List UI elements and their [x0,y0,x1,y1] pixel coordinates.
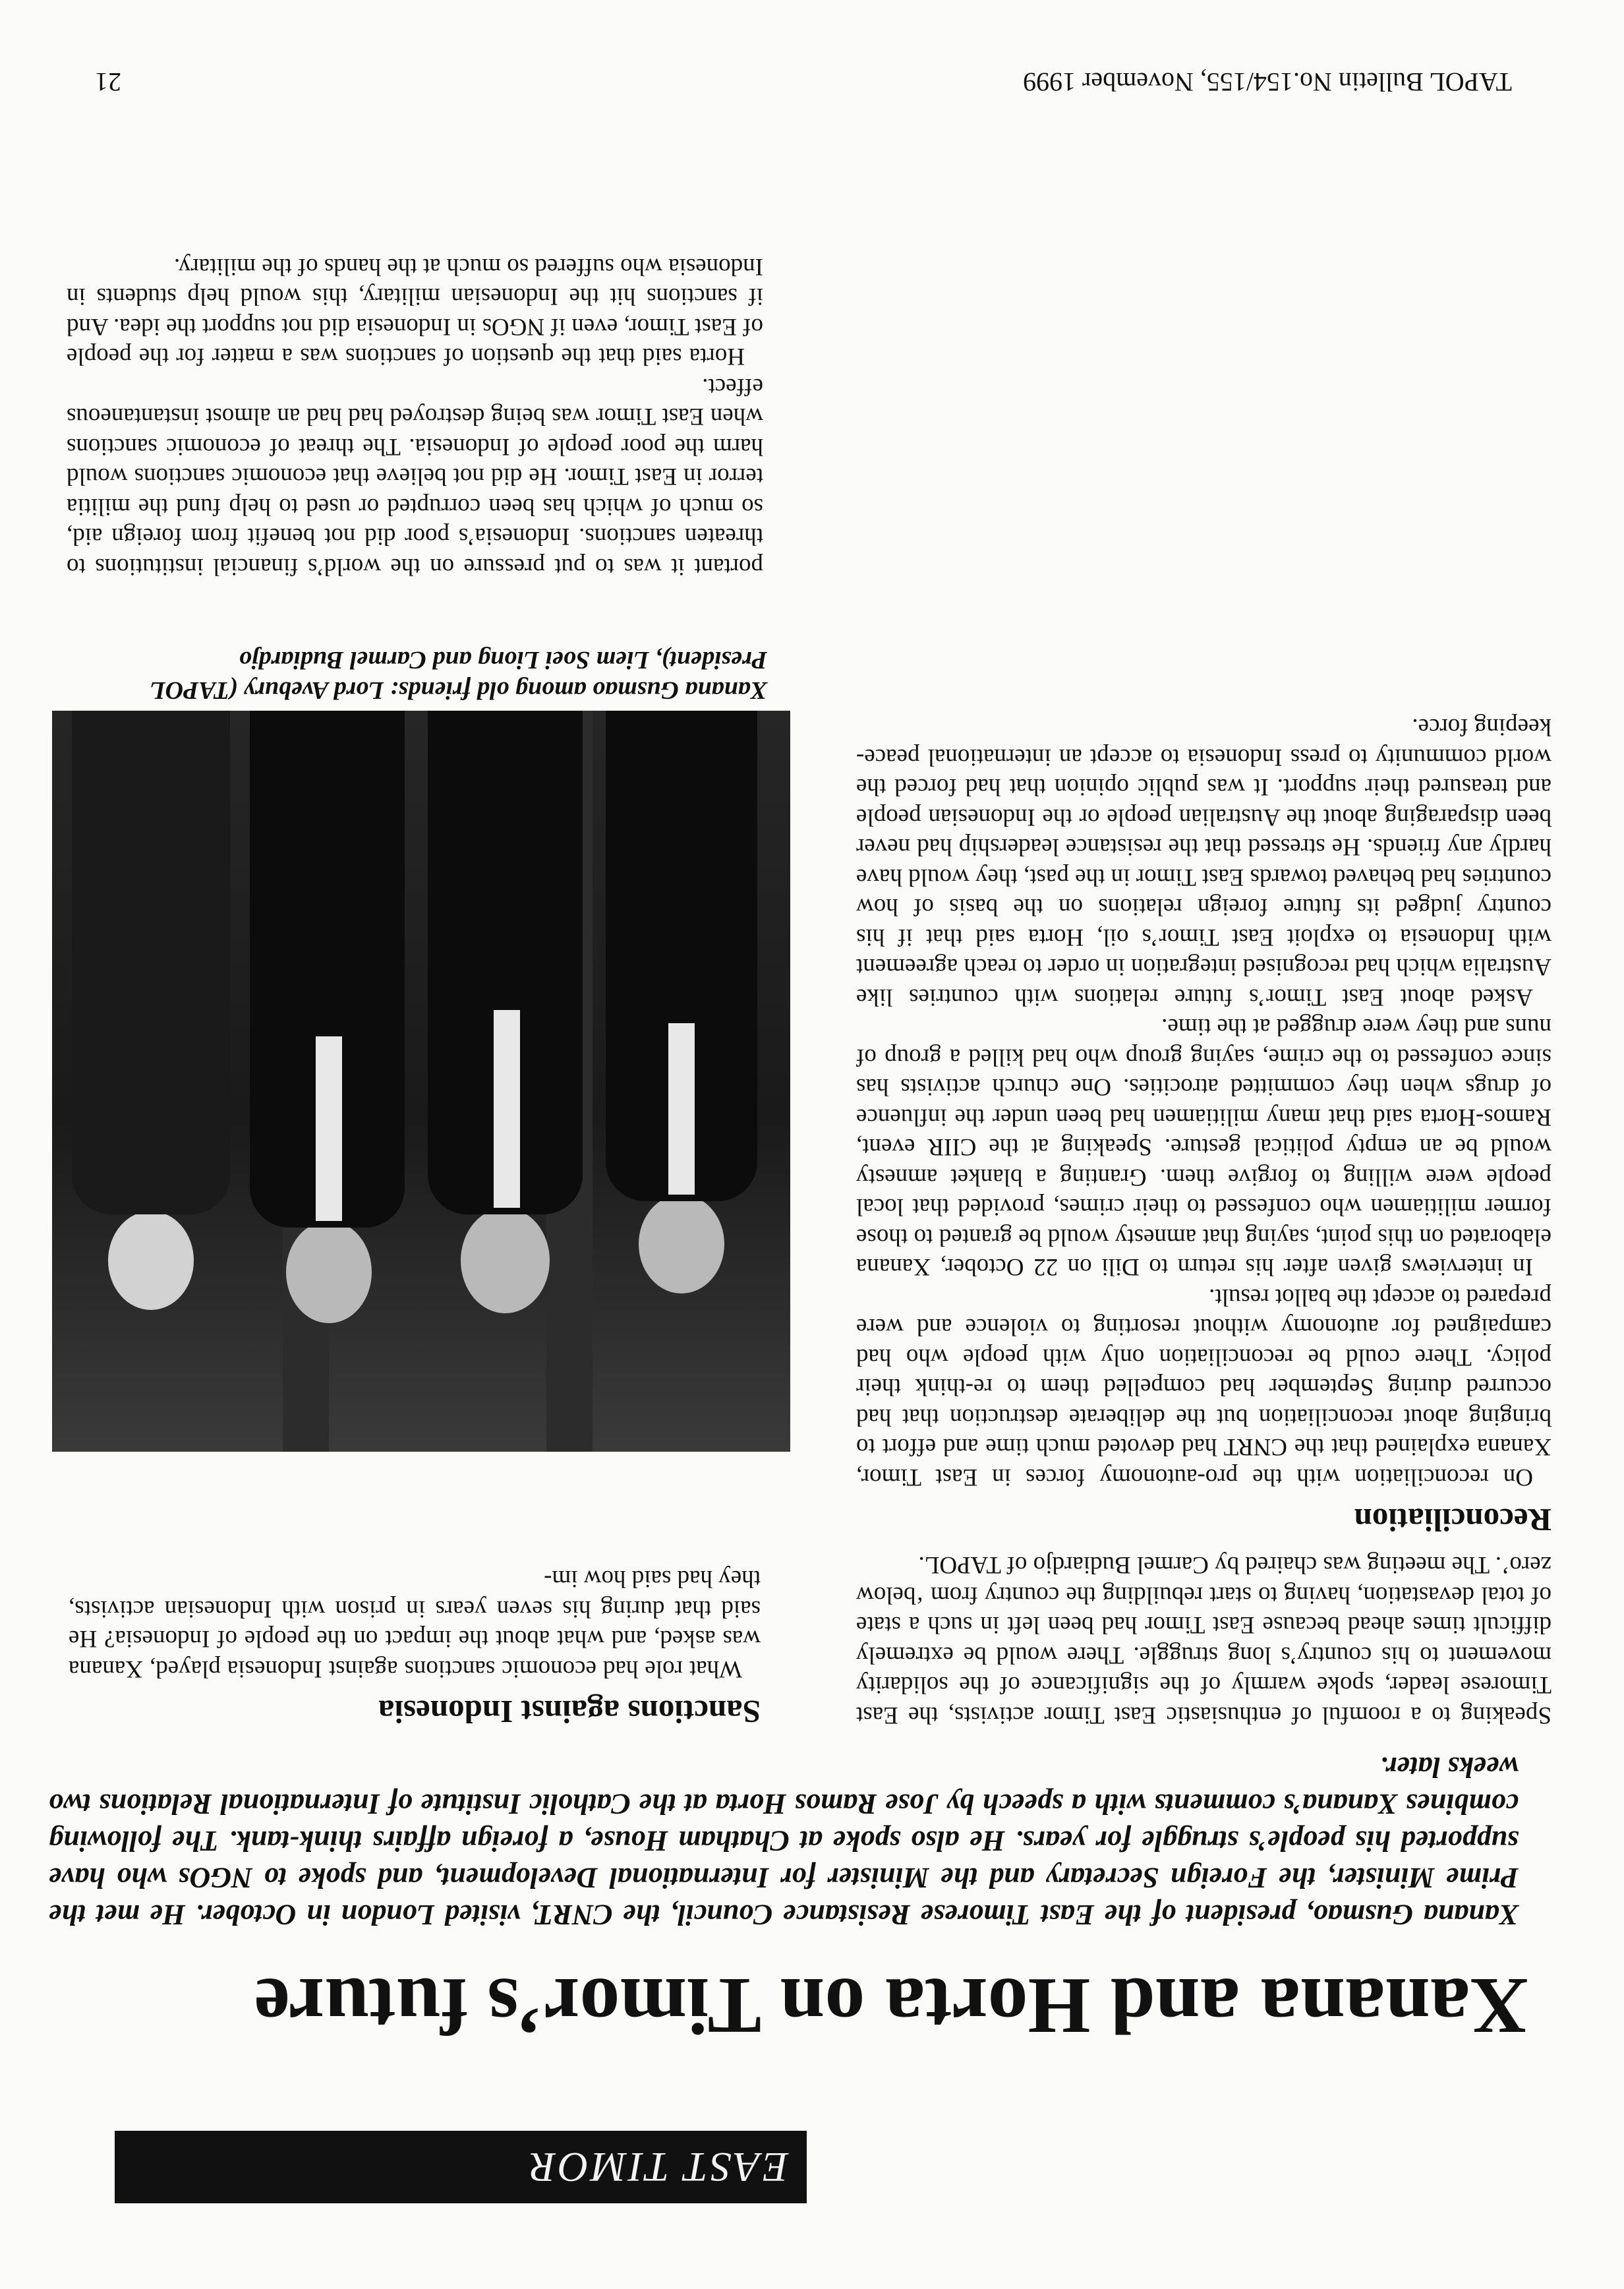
left-paragraph-1: Speaking to a roomful of enthusiastic East Timor activists, the East Timorese leader, spoke warmly of the significance of the solidarity movement to his country’s long struggle. There would be extremely difficult times ahead because East Timor had been left in such a state of total devastation, having to start rebuilding the country from ‘below zero’. The meeting was chaired by Carmel Budiardjo of TAPOL. [856,1551,1552,1729]
page-footer [95,62,1512,102]
page-number: 21 [95,67,121,97]
right-paragraph-1: What role had economic sanctions against Indonesia played, Xanana was asked, and what about the impact on the people of Indonesia? He said that during his seven years in prison with Indonesian activists, they had said how im- [69,1565,761,1682]
right-column-bottom [67,252,763,582]
intro-paragraph: Xanana Gusmao, president of the East Timorese Resistance Council, the CNRT, visited London in October. He met the Prime Minister, the Foreign Secretary and the Minister for International Development, and spoke to NGOs who have supported his people’s struggle for years. He also spoke at Chatham House, a foreign affairs think-tank. The following combines Xanana’s comments with a speech by Jose Ramos Horta at the Catholic Institute of International Relations two weeks later. [49,1751,1519,1931]
photo-caption: Xanana Gusmao among old friends: Lord Avebury (TAPOL President), Liem Soei Liong and Carmel Budiardjo [151,646,767,704]
reconciliation-heading: Reconciliation [1354,1502,1552,1538]
right-column-top [69,1564,761,1730]
headline: Xanana and Horta on Timor’s future [254,1961,1528,2050]
left-paragraph-4: Asked about East Timor’s future relations with countries like Australia which had recognised integration in order to reach agreement with Indonesia to exploit East Timor’s oil, Horta said that if his country judged its future foreign relations on the basis of how countries had behaved towards East Timor in the past, they would have hardly any friends. He stressed that the resistance leadership had never been disparaging about the Australian people or the Indonesian people and treasured their support. It was public opinion that had forced the world community to press Indonesia to accept an international peace-keeping force. [856,713,1552,1011]
right-paragraph-2: portant it was to put pressure on the world’s financial institutions to threaten sanctions. Indonesia’s poor did not benefit from foreign aid, so much of which has been corrupted or used to help fund the militia terror in East Timor. He did not believe that economic sanctions would harm the poor people of Indonesia. The threat of economic sanctions when East Timor was being destroyed had had an almost instantaneous effect. [67,373,763,580]
right-paragraph-3: Horta said that the question of sanctions was a matter for the people of East Timor, even if NGOs in Indonesia did not support the idea. And if sanctions hit the Indonesian military, this would help students in Indonesia who suffered so much at the hands of the military. [67,253,763,371]
left-column [856,712,1552,1730]
sanctions-heading: Sanctions against Indonesia [378,1694,761,1730]
group-photo [52,711,790,1452]
left-paragraph-3: In interviews given after his return to Dili on 22 October, Xanana elaborated on this point, saying that amnesty would be granted to those former militiamen who confessed to their crimes, provided that local people were willing to forgive them. Granting a blanket amnesty would be an empty political gesture. Speaking at the CIIR event, Ramos-Horta said that many militiamen had been under the influence of drugs when they committed atrocities. One church activists has since confessed to the crime, saying group who had killed a group of nuns and they were drugged at the time. [856,1013,1552,1281]
publication-info: TAPOL Bulletin No.154/155, November 1999 [1023,67,1512,97]
section-label: EAST TIMOR [115,2131,807,2203]
left-paragraph-2: On reconciliation with the pro-autonomy forces in East Timor, Xanana explained that the CNRT had devoted much time and effort to bringing about reconciliation but the deliberate destruction that had occurred during September had compelled them to re-think their policy. There could be reconciliation only with people who had campaigned for autonomy without resorting to violence and were prepared to accept the ballot result. [856,1284,1552,1491]
